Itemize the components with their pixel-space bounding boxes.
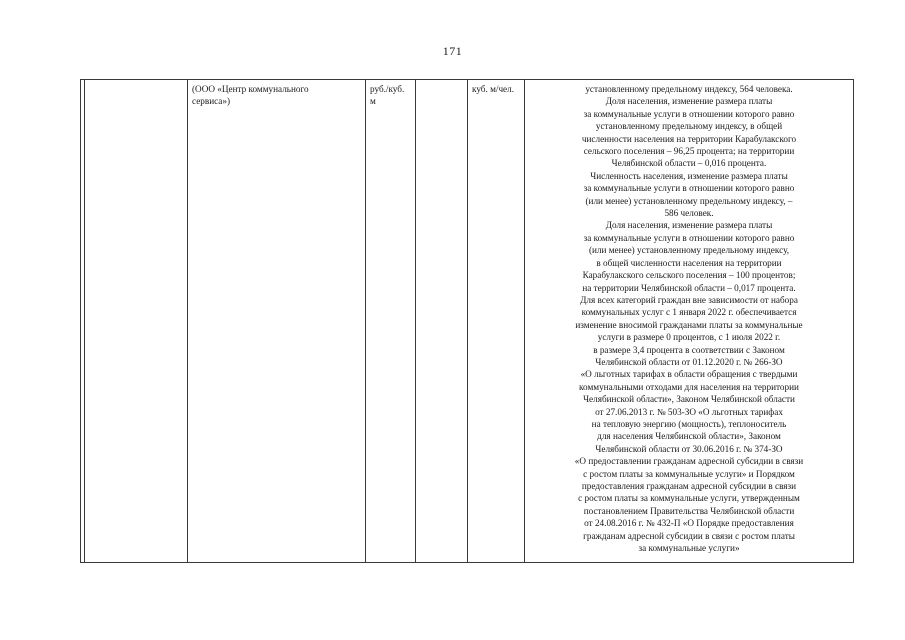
table-cell-description xyxy=(525,80,854,563)
page-number: 171 xyxy=(442,44,463,58)
table-row xyxy=(81,80,854,563)
description-line: за коммунальные услуги в отношении которого равно xyxy=(583,232,795,243)
description-line: на тепловую энергию (мощность), теплоноситель xyxy=(591,418,787,429)
description-line: для населения Челябинской области», Законом xyxy=(597,431,781,442)
description-line: коммунальных услуг с 1 января 2022 г. обеспечивается xyxy=(581,307,797,318)
description-line: Доля населения, изменение размера платы xyxy=(605,220,773,231)
description-line: Челябинской области от 30.06.2016 г. № 374-ЗО xyxy=(595,443,783,454)
description-line: сельского поселения – 96,25 процента; на территории xyxy=(583,146,795,157)
description-line: изменение вносимой гражданами платы за коммунальные xyxy=(575,319,803,330)
description-line: за коммунальные услуги в отношении которого равно xyxy=(583,108,795,119)
description-line: на территории Челябинской области – 0,017 процента. xyxy=(582,282,796,293)
description-line: Челябинской области – 0,016 процента. xyxy=(611,158,767,169)
description-line: численности населения на территории Карабулакского xyxy=(581,133,797,144)
description-line: Челябинской области», Законом Челябинской области xyxy=(583,394,795,405)
description-line: в размере 3,4 процента в соответствии с Законом xyxy=(593,344,785,355)
description-line: 586 человек. xyxy=(664,208,714,219)
description-line: Карабулакского сельского поселения – 100 процентов; xyxy=(582,270,796,281)
description-line: Численность населения, изменение размера платы xyxy=(590,170,788,181)
table-cell-provider: (ООО «Центр коммунального сервиса») xyxy=(188,80,366,563)
tariff-table xyxy=(80,79,854,563)
description-line: от 24.08.2016 г. № 432-П «О Порядке предоставления xyxy=(584,518,794,529)
description-line: от 27.06.2013 г. № 503-ЗО «О льготных тарифах xyxy=(595,406,783,417)
description-line: установленному предельному индексу, 564 человека. xyxy=(585,84,793,94)
description-line: услуги в размере 0 процентов, с 1 июля 2022 г. xyxy=(597,332,781,343)
description-line: коммунальными отходами для населения на территории xyxy=(579,381,799,392)
description-line: установленному предельному индексу, в общей xyxy=(595,121,783,132)
description-line: с ростом платы за коммунальные услуги» и Порядком xyxy=(583,468,795,479)
description-line: предоставления гражданам адресной субсидии в связи xyxy=(581,481,797,491)
description-line: постановлением Правительства Челябинской области xyxy=(583,505,795,516)
description-line: за коммунальные услуги» xyxy=(638,543,740,554)
description-text xyxy=(527,83,851,554)
description-line: с ростом платы за коммунальные услуги, утвержденным xyxy=(578,493,800,504)
table-cell-norm-unit: куб. м/чел. xyxy=(468,80,525,563)
description-line: в общей численности населения на территории xyxy=(596,257,782,268)
description-line: (или менее) установленному предельному индексу, – xyxy=(585,195,793,206)
description-line: Челябинской области от 01.12.2020 г. № 266-ЗО xyxy=(595,356,783,367)
table-cell-unit: руб./куб. м xyxy=(366,80,416,563)
table-cell-empty xyxy=(416,80,468,563)
description-line: (или менее) установленному предельному индексу, xyxy=(588,245,790,256)
description-line: Для всех категорий граждан вне зависимости от набора xyxy=(580,294,798,305)
description-line: гражданам адресной субсидии в связи с ростом платы xyxy=(583,530,795,541)
description-line: за коммунальные услуги в отношении которого равно xyxy=(583,183,795,194)
table-cell-municipality xyxy=(85,80,188,563)
description-line: «О льготных тарифах в области обращения с твердыми xyxy=(580,369,798,380)
description-line: Доля населения, изменение размера платы xyxy=(605,96,773,107)
description-line: «О предоставлении гражданам адресной субсидии в связи xyxy=(574,456,804,467)
